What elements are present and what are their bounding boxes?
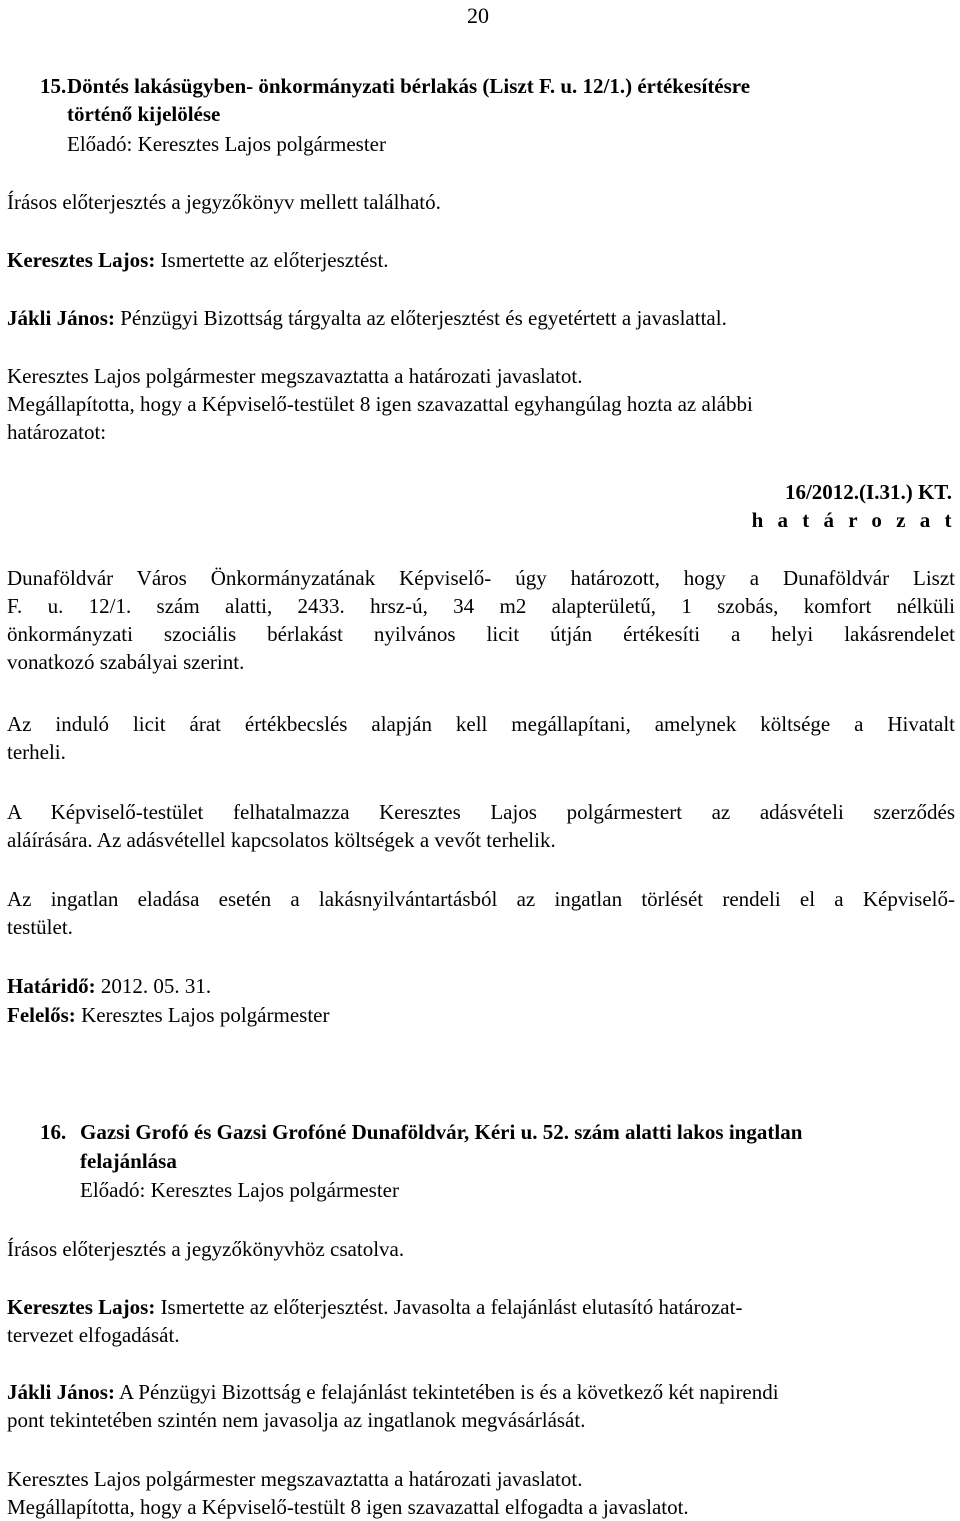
item16-written-note: Írásos előterjesztés a jegyzőkönyvhöz csatolva. — [7, 1237, 405, 1261]
deadline — [7, 972, 211, 1000]
text-line: önkormányzati szociális bérlakást nyilvános licit útján értékesíti a helyi lakásrendelet — [7, 622, 955, 646]
resolution-paragraph-2 — [7, 710, 955, 766]
item16-title-line2: felajánlása — [80, 1149, 177, 1173]
item15-vote-line1: Keresztes Lajos polgármester megszavaztatta a határozati javaslatot. — [7, 364, 583, 388]
item15-vote-line2: Megállapította, hogy a Képviselő-testület 8 igen szavazattal egyhangúlag hozta az alábbi — [7, 392, 753, 416]
item15-number: 15. — [40, 74, 67, 98]
text-line: pont tekintetében szintén nem javasolja az ingatlanok megvásárlását. — [7, 1408, 586, 1432]
speaker-text: Ismertette az előterjesztést. Javasolta a felajánlást elutasító határozat- — [155, 1295, 743, 1319]
speaker-name: Keresztes Lajos: — [7, 248, 156, 272]
text-line: testület. — [7, 915, 73, 939]
text-line: tervezet elfogadását. — [7, 1323, 180, 1347]
text-line: Az ingatlan eladása esetén a lakásnyilvántartásból az ingatlan törlését rendeli el a Képviselő- — [7, 887, 955, 911]
resolution-heading: h a t á r o z a t — [751, 508, 956, 532]
text-line: A Képviselő-testület felhatalmazza Keresztes Lajos polgármestert az adásvételi szerződés — [7, 800, 955, 824]
item15-title-line2: történő kijelölése — [67, 102, 221, 126]
speaker-text: Ismertette az előterjesztést. — [155, 248, 389, 272]
resolution-paragraph-4 — [7, 885, 955, 941]
responsible-label: Felelős: — [7, 1003, 76, 1027]
deadline-label: Határidő: — [7, 974, 96, 998]
resolution-paragraph-1 — [7, 564, 955, 676]
speaker-name: Jákli János: — [7, 1380, 115, 1404]
speaker-text: Pénzügyi Bizottság tárgyalta az előterjesztést és egyetértett a javaslattal. — [114, 306, 727, 330]
resolution-paragraph-3 — [7, 798, 955, 854]
speaker-text: A Pénzügyi Bizottság e felajánlást tekintetében is és a következő két napirendi — [114, 1380, 779, 1404]
item15-presenter: Előadó: Keresztes Lajos polgármester — [67, 132, 386, 156]
item16-presenter: Előadó: Keresztes Lajos polgármester — [80, 1178, 399, 1202]
responsible-value: Keresztes Lajos polgármester — [75, 1003, 330, 1027]
text-line: vonatkozó szabályai szerint. — [7, 650, 245, 674]
item15-title-line1: Döntés lakásügyben- önkormányzati bérlakás (Liszt F. u. 12/1.) értékesítésre — [67, 74, 751, 98]
text-line: terheli. — [7, 740, 66, 764]
item15-written-note: Írásos előterjesztés a jegyzőkönyv mellett található. — [7, 190, 441, 214]
item16-title-line1: Gazsi Grofó és Gazsi Grofóné Dunaföldvár, Kéri u. 52. szám alatti lakos ingatlan — [80, 1120, 803, 1144]
item16-paragraph-jakli — [7, 1378, 955, 1434]
page-number: 20 — [467, 3, 489, 28]
item16-paragraph-keresztes — [7, 1293, 955, 1349]
resolution-number: 16/2012.(I.31.) KT. — [784, 480, 952, 504]
responsible — [7, 1001, 329, 1029]
text-line: F. u. 12/1. szám alatti, 2433. hrsz-ú, 34 m2 alapterületű, 1 szobás, komfort nélküli — [7, 594, 955, 618]
speaker-name: Keresztes Lajos: — [7, 1295, 156, 1319]
item15-paragraph-jakli — [7, 304, 727, 332]
text-line: Dunaföldvár Város Önkormányzatának Képviselő- úgy határozott, hogy a Dunaföldvár Liszt — [7, 566, 955, 590]
text-line: Az induló licit árat értékbecslés alapján kell megállapítani, amelynek költsége a Hivatalt — [7, 712, 955, 736]
item15-vote-line3: határozatot: — [7, 420, 107, 444]
speaker-name: Jákli János: — [7, 306, 115, 330]
item16-number: 16. — [40, 1120, 67, 1144]
item15-paragraph-keresztes — [7, 246, 389, 274]
item16-vote-line1: Keresztes Lajos polgármester megszavaztatta a határozati javaslatot. — [7, 1467, 583, 1491]
deadline-value: 2012. 05. 31. — [95, 974, 212, 998]
item16-vote-line2: Megállapította, hogy a Képviselő-testült 8 igen szavazattal elfogadta a javaslatot. — [7, 1495, 689, 1519]
text-line: aláírására. Az adásvétellel kapcsolatos költségek a vevőt terhelik. — [7, 828, 556, 852]
